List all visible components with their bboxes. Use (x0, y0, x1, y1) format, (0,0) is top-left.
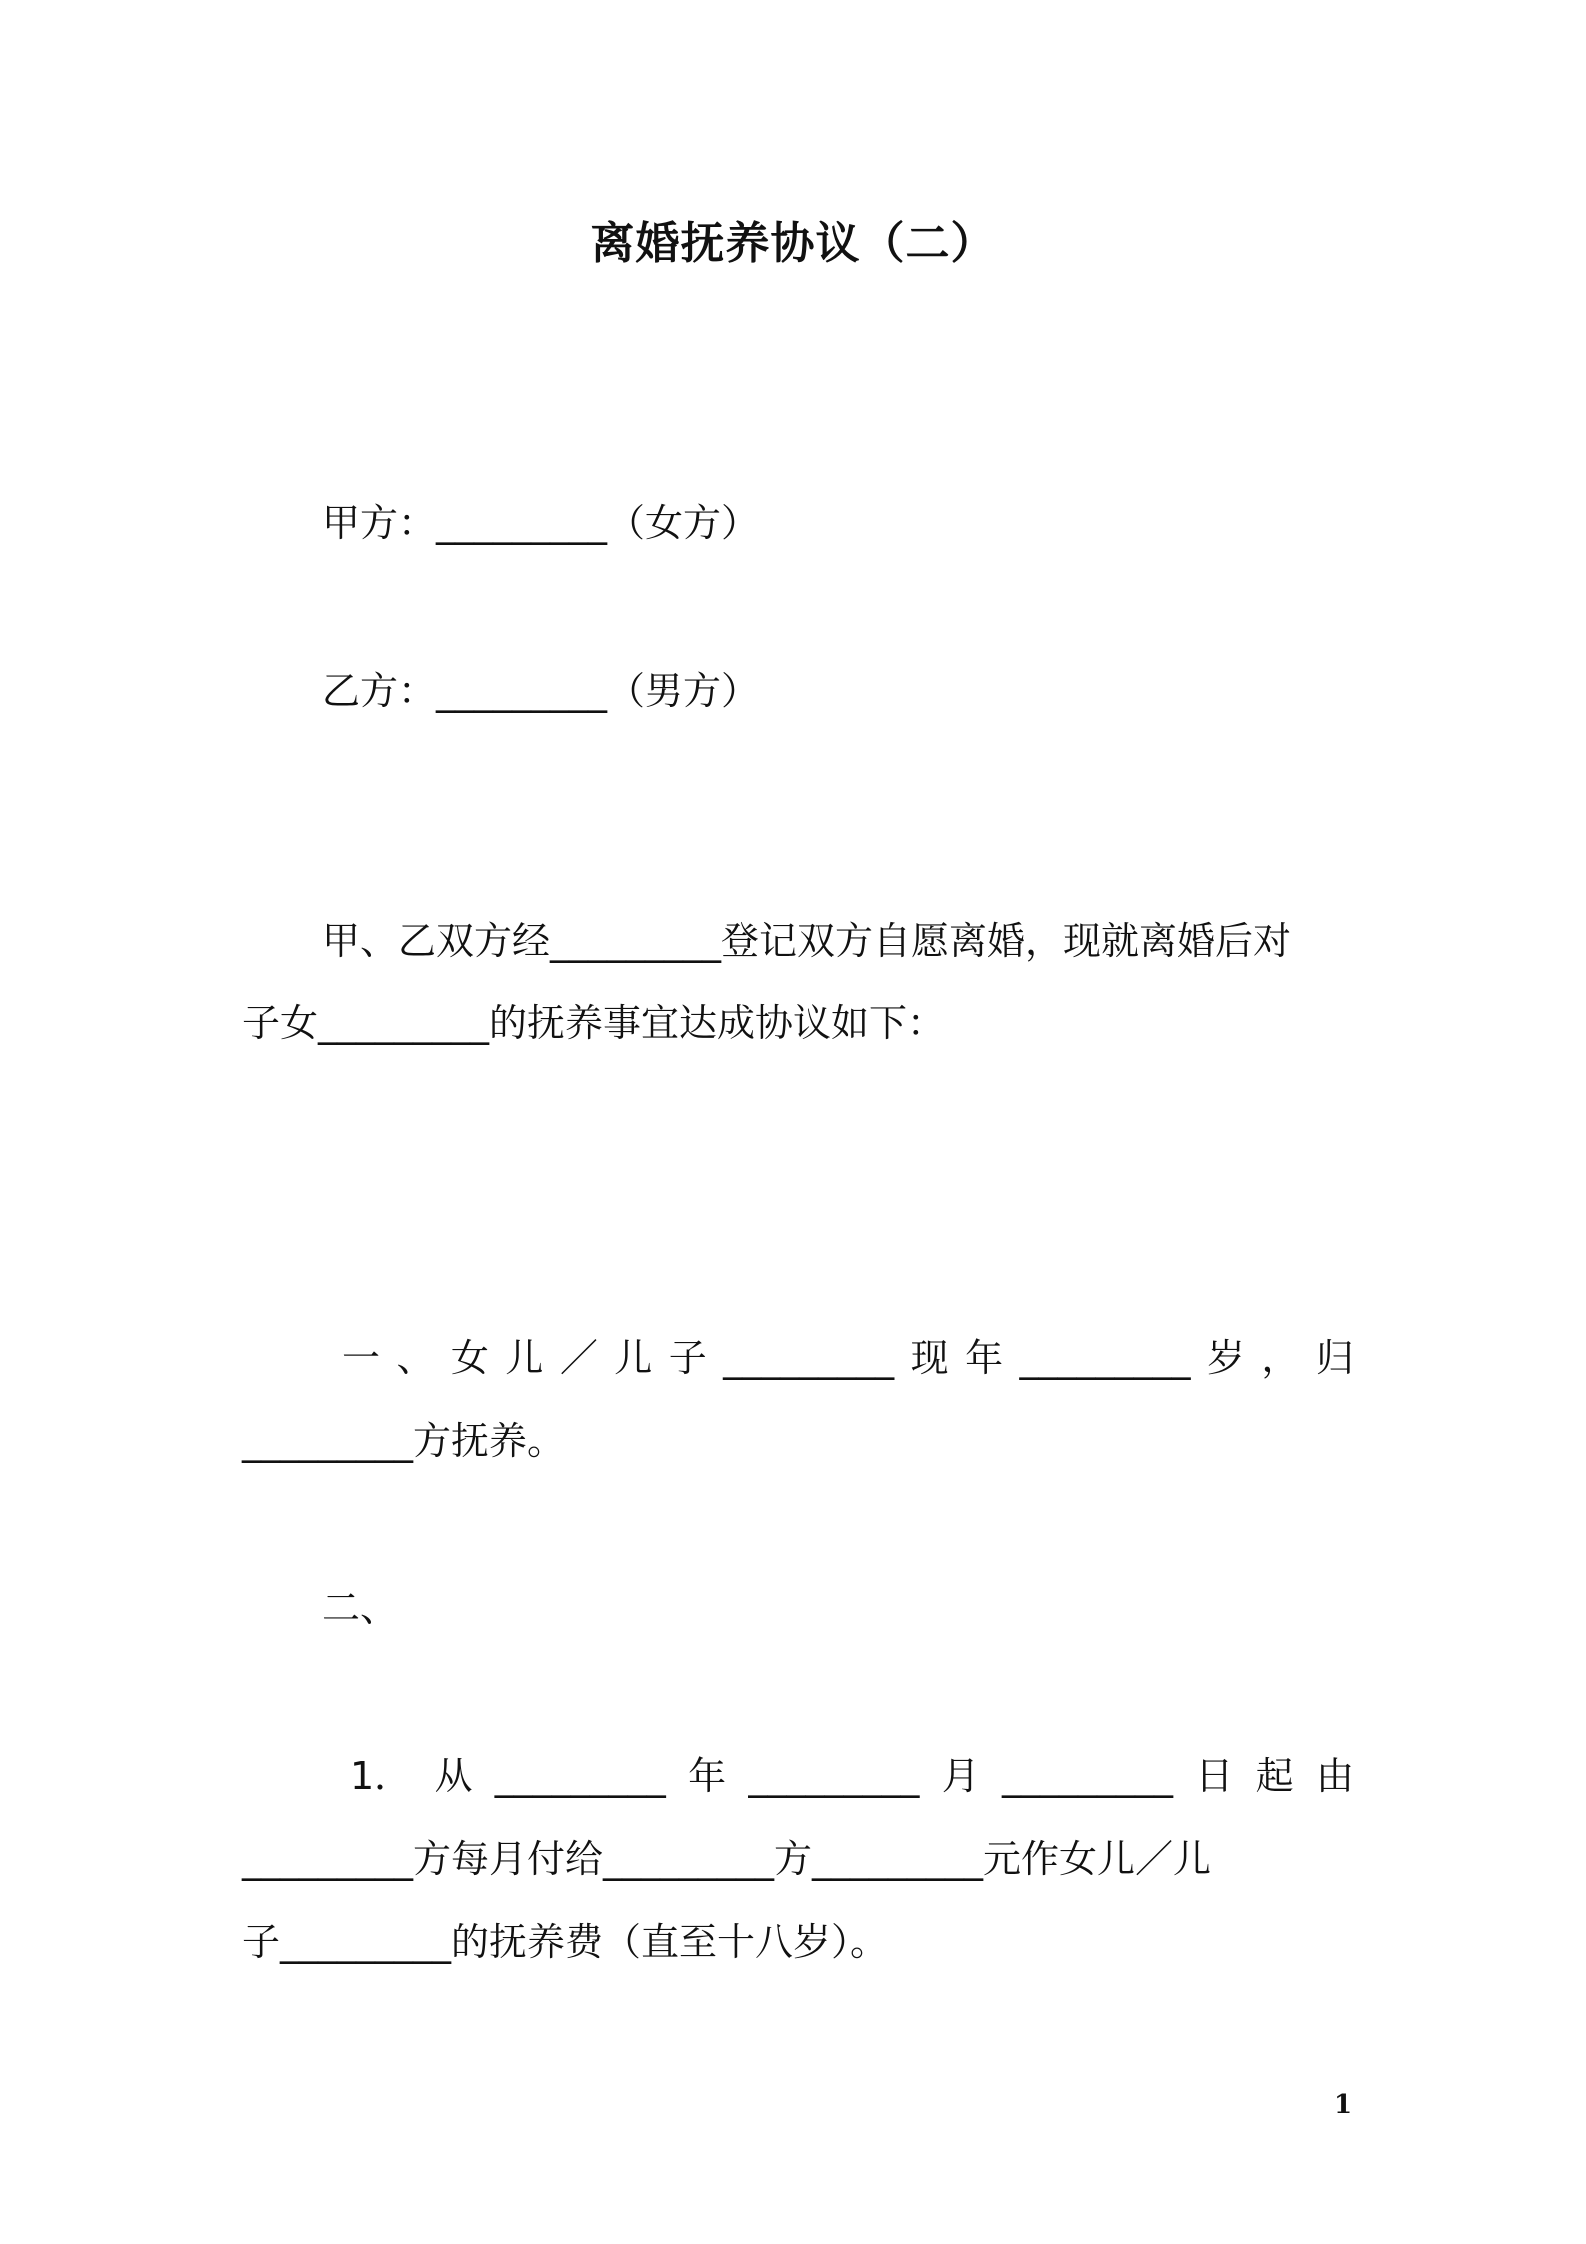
clause-1-token: 归 (1315, 1336, 1354, 1380)
clause-1-token: ， (1261, 1336, 1300, 1380)
clause-2-1-token: 1． (350, 1754, 413, 1798)
clause-1-token: _________ (1019, 1336, 1191, 1380)
clause-2-1-token: 由 (1315, 1754, 1354, 1798)
clause-2-1-token: _________ (494, 1754, 666, 1798)
intro-line-2: 子女_________的抚养事宜达成协议如下： (242, 1001, 946, 1045)
clause-2-heading: 二、 (322, 1586, 399, 1630)
clause-2-1-token: 日 (1195, 1754, 1234, 1798)
clause-2-1-token: 年 (688, 1754, 727, 1798)
clause-1-token: 一 (342, 1336, 381, 1380)
page-number: 1 (1334, 2090, 1353, 2120)
clause-2-1-token: 月 (941, 1754, 980, 1798)
intro-line-1: 甲、乙双方经_________登记双方自愿离婚，现就离婚后对 (322, 919, 1292, 963)
clause-2-1-token: 起 (1255, 1754, 1294, 1798)
clause-1-token: 子 (668, 1336, 707, 1380)
document-title: 离婚抚养协议（二） (590, 218, 996, 269)
clause-1-token: 现 (910, 1336, 949, 1380)
clause-1-token: 岁 (1206, 1336, 1245, 1380)
clause-1-line-1 (342, 1330, 1354, 1386)
clause-2-1-line-2: _________方每月付给_________方_________元作女儿／儿 (242, 1837, 1212, 1881)
clause-1-token: 女 (450, 1336, 489, 1380)
clause-2-1-token: _________ (748, 1754, 920, 1798)
party-a-line: 甲方：_________（女方） (322, 501, 760, 545)
clause-2-1-token: 从 (434, 1754, 473, 1798)
clause-2-1-token: _________ (1002, 1754, 1174, 1798)
clause-2-1-line-1 (350, 1748, 1354, 1804)
clause-1-token: 儿 (614, 1336, 653, 1380)
clause-1-token: 年 (965, 1336, 1004, 1380)
clause-1-token: _________ (723, 1336, 895, 1380)
party-b-line: 乙方：_________（男方） (322, 669, 760, 713)
clause-1-token: ／ (559, 1336, 598, 1380)
clause-1-token: 、 (396, 1336, 435, 1380)
clause-1-line-2: _________方抚养。 (242, 1419, 566, 1463)
clause-2-1-line-3: 子_________的抚养费（直至十八岁）。 (242, 1920, 889, 1964)
clause-1-token: 儿 (505, 1336, 544, 1380)
